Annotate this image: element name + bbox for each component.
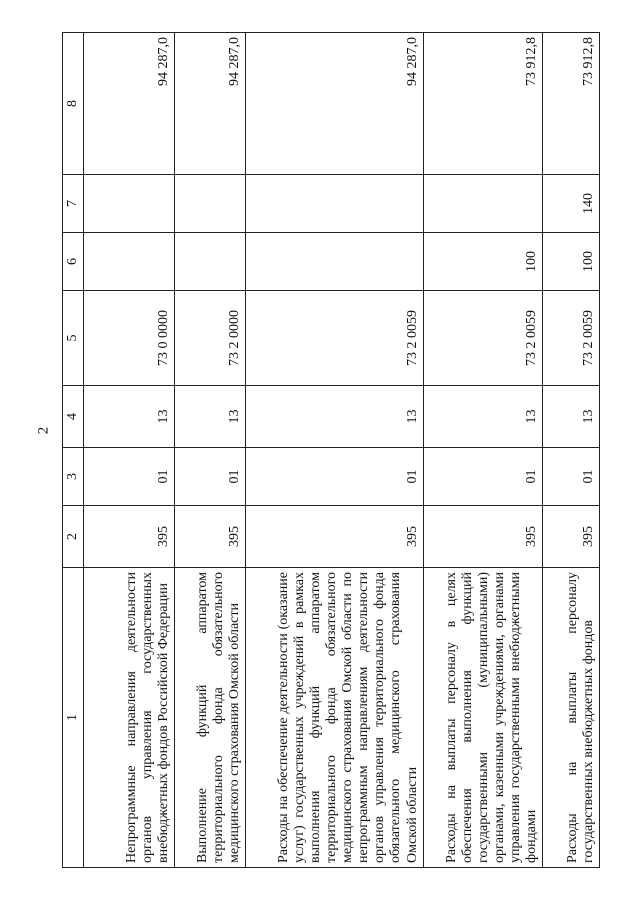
cell-col-2: 395 bbox=[84, 506, 175, 568]
cell-col-3: 01 bbox=[543, 448, 600, 506]
row-name: Расходы на выплаты персоналу государственных внебюджетных фондов bbox=[543, 568, 600, 868]
cell-col-3: 01 bbox=[423, 448, 543, 506]
column-header-8: 8 bbox=[63, 33, 84, 175]
table-row bbox=[175, 33, 246, 868]
cell-col-8: 94 287,0 bbox=[84, 33, 175, 175]
cell-col-6: 100 bbox=[423, 233, 543, 291]
column-header-2: 2 bbox=[63, 506, 84, 568]
cell-col-4: 13 bbox=[423, 386, 543, 448]
budget-table bbox=[62, 32, 600, 868]
cell-col-4: 13 bbox=[543, 386, 600, 448]
cell-col-5: 73 0 0000 bbox=[84, 291, 175, 386]
cell-col-7: 140 bbox=[543, 175, 600, 233]
cell-col-3: 01 bbox=[175, 448, 246, 506]
table-row bbox=[246, 33, 423, 868]
cell-col-4: 13 bbox=[246, 386, 423, 448]
cell-col-6 bbox=[175, 233, 246, 291]
cell-col-7 bbox=[423, 175, 543, 233]
column-header-4: 4 bbox=[63, 386, 84, 448]
cell-col-7 bbox=[175, 175, 246, 233]
cell-col-4: 13 bbox=[84, 386, 175, 448]
cell-col-7 bbox=[246, 175, 423, 233]
page-number: 2 bbox=[35, 426, 52, 435]
cell-col-8: 94 287,0 bbox=[175, 33, 246, 175]
column-header-3: 3 bbox=[63, 448, 84, 506]
column-header-7: 7 bbox=[63, 175, 84, 233]
cell-col-6 bbox=[246, 233, 423, 291]
column-header-6: 6 bbox=[63, 233, 84, 291]
table-row bbox=[84, 33, 175, 868]
cell-col-4: 13 bbox=[175, 386, 246, 448]
row-name: Расходы на выплаты персоналу в целях обеспечения выполнения функций государственными (муниципальными) органами, казенными учреждениями, органами управления государственными внебюджетными фондами bbox=[423, 568, 543, 868]
table-row bbox=[543, 33, 600, 868]
rotated-page-content bbox=[62, 33, 600, 868]
column-header-5: 5 bbox=[63, 291, 84, 386]
row-name: Непрограммные направления деятельности органов управления государственных внебюджетных фондов Российской Федерации bbox=[84, 568, 175, 868]
header-row bbox=[63, 33, 84, 868]
column-header-1: 1 bbox=[63, 568, 84, 868]
table-row bbox=[423, 33, 543, 868]
cell-col-6 bbox=[84, 233, 175, 291]
row-name: Выполнение функций аппаратом территориального фонда обязательного медицинского страхования Омской области bbox=[175, 568, 246, 868]
cell-col-7 bbox=[84, 175, 175, 233]
cell-col-3: 01 bbox=[246, 448, 423, 506]
cell-col-8: 73 912,8 bbox=[423, 33, 543, 175]
cell-col-5: 73 2 0059 bbox=[423, 291, 543, 386]
cell-col-6: 100 bbox=[543, 233, 600, 291]
cell-col-8: 73 912,8 bbox=[543, 33, 600, 175]
cell-col-8: 94 287,0 bbox=[246, 33, 423, 175]
cell-col-3: 01 bbox=[84, 448, 175, 506]
cell-col-2: 395 bbox=[423, 506, 543, 568]
cell-col-5: 73 2 0000 bbox=[175, 291, 246, 386]
cell-col-2: 395 bbox=[543, 506, 600, 568]
cell-col-5: 73 2 0059 bbox=[543, 291, 600, 386]
cell-col-2: 395 bbox=[175, 506, 246, 568]
row-name: Расходы на обеспечение деятельности (оказание услуг) государственных учреждений в рамках выполнения функций аппаратом территориального фонда обязательного медицинского страхования Омской области по непрограммным направлениям деятельности органов управления территориального фонда обязательного медицинского страхования Омской области bbox=[246, 568, 423, 868]
cell-col-5: 73 2 0059 bbox=[246, 291, 423, 386]
cell-col-2: 395 bbox=[246, 506, 423, 568]
